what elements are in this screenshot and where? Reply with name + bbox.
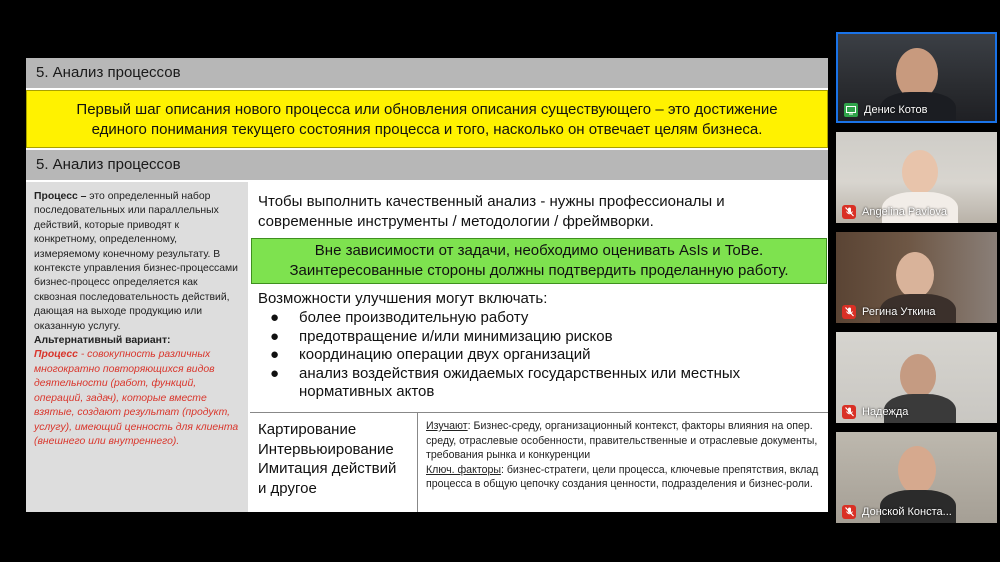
alt-process-term: Процесс — [34, 349, 78, 361]
participant-tile-active[interactable] — [836, 32, 997, 123]
process-term: Процесс – — [34, 191, 87, 202]
alternative-definition — [34, 349, 238, 446]
study-text: : Бизнес-среду, организационный контекст, факторы влияния на опер. среду, отраслевые особенности, правительственные и отраслевые документы, требования рынка и конкуренции — [426, 420, 818, 462]
participant-name: Регина Уткина — [862, 306, 936, 318]
presentation-slide — [26, 58, 828, 512]
list-item: ● анализ воздействия ожидаемых государственных или местных нормативных актов — [270, 364, 741, 401]
participant-tile[interactable] — [836, 332, 997, 423]
method-item: Имитация действий — [258, 460, 397, 477]
mic-off-icon — [842, 505, 856, 519]
participant-tile[interactable] — [836, 432, 997, 523]
list-item: ● более производительную работу — [270, 309, 529, 326]
participant-tile[interactable] — [836, 132, 997, 223]
process-definition-panel — [26, 182, 248, 512]
alternative-title: Альтернативный вариант: — [34, 335, 171, 347]
method-item: Картирование — [258, 421, 357, 438]
bullet-icon: ● — [270, 364, 280, 382]
participant-name: Денис Котов — [864, 104, 928, 116]
analysis-intro: Чтобы выполнить качественный анализ - нужны профессионалы и современные инструменты / методологии / фреймворки. — [258, 193, 725, 230]
bullet-icon: ● — [270, 346, 280, 364]
bullet-icon: ● — [270, 309, 280, 326]
participant-name: Angelina Pavlova — [862, 206, 948, 218]
participant-video — [898, 446, 936, 494]
list-item: ● координацию операции двух организаций — [270, 346, 591, 364]
screen-share-icon — [844, 103, 858, 117]
improvements-title: Возможности улучшения могут включать: — [258, 290, 548, 307]
method-item: и другое — [258, 479, 317, 497]
key-statement-box: Первый шаг описания нового процесса или обновления описания существующего – это достижение единого понимания текущего состояния процесса и того, насколько он отвечает целям бизнеса. — [26, 90, 828, 148]
factors-text: : бизнес-стратеги, цели процесса, ключевые препятствия, вклад процесса в общую цепочку создания ценности, подразделения и бизнес-роли. — [426, 463, 819, 491]
mic-off-icon — [842, 205, 856, 219]
process-definition: это определенный набор последовательных или параллельных действий, которые приводят к конкретному, определенному, измеряемому конечному результату. В контексте управления бизнес-процессами бизнес-процесс определяется как сквозная последовательность действий, дающая на выходе продукцию или оказанную услугу. — [34, 191, 238, 332]
participant-name: Надежда — [862, 406, 909, 418]
methods-cell — [250, 413, 418, 512]
factors-label: Ключ. факторы — [426, 463, 501, 476]
participant-name: Донской Конста... — [862, 506, 952, 518]
participant-video — [896, 252, 934, 298]
list-item: ● предотвращение и/или минимизацию рисков — [270, 327, 613, 345]
participant-video — [900, 354, 936, 398]
bullet-icon: ● — [270, 327, 280, 345]
alt-process-definition: - совокупность различных многократно повторяющихся видов деятельности (работ, функций, операций, задач), которые вместе взятые, создают результат (продукт, услугу), имеющий ценность для клиента (внешнего или внутреннего). — [34, 349, 239, 447]
improvements-list — [270, 309, 810, 402]
asis-tobe-box: Вне зависимости от задачи, необходимо оценивать AsIs и ToBe. Заинтересованные стороны должны подтвердить проделанную работу. — [251, 238, 827, 284]
mic-off-icon — [842, 305, 856, 319]
slide-header-2: 5. Анализ процессов — [26, 150, 828, 180]
mic-off-icon — [842, 405, 856, 419]
methods-table — [250, 412, 828, 512]
participant-tile[interactable] — [836, 232, 997, 323]
participant-video — [902, 150, 938, 194]
study-label: Изучают — [426, 420, 468, 432]
slide-header-1: 5. Анализ процессов — [26, 58, 828, 88]
factors-cell — [422, 413, 828, 512]
method-item: Интервьюирование — [258, 440, 394, 458]
